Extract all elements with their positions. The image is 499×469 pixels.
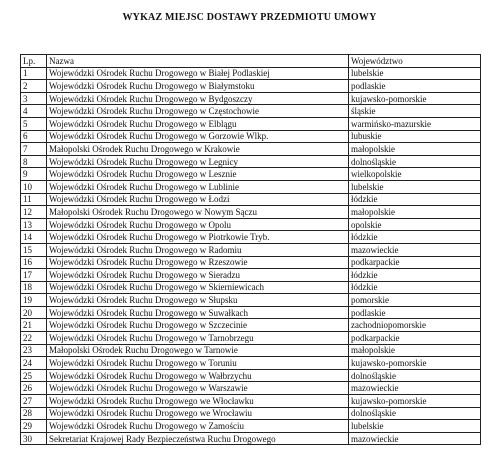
cell-name: Małopolski Ośrodek Ruchu Drogowego w Krakowie — [47, 143, 349, 156]
table-row — [21, 357, 481, 370]
cell-name: Wojewódzki Ośrodek Ruchu Drogowego w Wałbrzychu — [47, 369, 349, 382]
cell-name: Wojewódzki Ośrodek Ruchu Drogowego w Tarnobrzegu — [47, 332, 349, 345]
cell-name: Wojewódzki Ośrodek Ruchu Drogowego w Białymstoku — [47, 80, 349, 93]
table-row — [21, 319, 481, 332]
cell-name: Małopolski Ośrodek Ruchu Drogowego w Nowym Sączu — [47, 206, 349, 219]
cell-name: Wojewódzki Ośrodek Ruchu Drogowego w Warszawie — [47, 382, 349, 395]
cell-lp: 3 — [21, 92, 47, 105]
cell-voivodeship: podkarpackie — [349, 332, 481, 345]
cell-name: Małopolski Ośrodek Ruchu Drogowego w Tarnowie — [47, 344, 349, 357]
cell-lp: 23 — [21, 344, 47, 357]
table-row — [21, 180, 481, 193]
cell-lp: 18 — [21, 281, 47, 294]
table-row — [21, 218, 481, 231]
cell-voivodeship: warmińsko-mazurskie — [349, 117, 481, 130]
cell-name: Sekretariat Krajowej Rady Bezpieczeństwa Ruchu Drogowego — [47, 432, 349, 445]
cell-lp: 26 — [21, 382, 47, 395]
table-row — [21, 294, 481, 307]
table-row — [21, 105, 481, 118]
cell-lp: 1 — [21, 67, 47, 80]
cell-voivodeship: zachodniopomorskie — [349, 319, 481, 332]
cell-voivodeship: dolnośląskie — [349, 155, 481, 168]
cell-voivodeship: łódzkie — [349, 281, 481, 294]
table-row — [21, 193, 481, 206]
cell-name: Wojewódzki Ośrodek Ruchu Drogowego w Bydgoszczy — [47, 92, 349, 105]
cell-name: Wojewódzki Ośrodek Ruchu Drogowego w Rzeszowie — [47, 256, 349, 269]
table-row — [21, 432, 481, 445]
cell-name: Wojewódzki Ośrodek Ruchu Drogowego w Zamościu — [47, 420, 349, 433]
cell-lp: 20 — [21, 306, 47, 319]
cell-name: Wojewódzki Ośrodek Ruchu Drogowego w Elblągu — [47, 117, 349, 130]
cell-voivodeship: łódzkie — [349, 269, 481, 282]
cell-lp: 11 — [21, 193, 47, 206]
table-row — [21, 168, 481, 181]
cell-lp: 29 — [21, 420, 47, 433]
table-row — [21, 407, 481, 420]
cell-name: Wojewódzki Ośrodek Ruchu Drogowego we Włocławku — [47, 395, 349, 408]
table-row — [21, 143, 481, 156]
column-header-lp: Lp. — [21, 55, 47, 68]
table-row — [21, 80, 481, 93]
column-header-voivodeship: Województwo — [349, 55, 481, 68]
document-title: WYKAZ MIEJSC DOSTAWY PRZEDMIOTU UMOWY — [122, 12, 377, 23]
cell-voivodeship: podkarpackie — [349, 256, 481, 269]
cell-lp: 15 — [21, 243, 47, 256]
cell-name: Wojewódzki Ośrodek Ruchu Drogowego w Radomiu — [47, 243, 349, 256]
cell-voivodeship: łódzkie — [349, 193, 481, 206]
cell-name: Wojewódzki Ośrodek Ruchu Drogowego w Gorzowie Wlkp. — [47, 130, 349, 143]
cell-voivodeship: podlaskie — [349, 80, 481, 93]
cell-name: Wojewódzki Ośrodek Ruchu Drogowego w Suwałkach — [47, 306, 349, 319]
table-row — [21, 420, 481, 433]
table-row — [21, 369, 481, 382]
cell-voivodeship: wielkopolskie — [349, 168, 481, 181]
cell-lp: 9 — [21, 168, 47, 181]
table-row — [21, 332, 481, 345]
cell-name: Wojewódzki Ośrodek Ruchu Drogowego w Legnicy — [47, 155, 349, 168]
cell-voivodeship: śląskie — [349, 105, 481, 118]
cell-lp: 13 — [21, 218, 47, 231]
cell-lp: 10 — [21, 180, 47, 193]
cell-voivodeship: małopolskie — [349, 344, 481, 357]
cell-name: Wojewódzki Ośrodek Ruchu Drogowego w Szczecinie — [47, 319, 349, 332]
cell-voivodeship: lubelskie — [349, 180, 481, 193]
cell-lp: 4 — [21, 105, 47, 118]
cell-name: Wojewódzki Ośrodek Ruchu Drogowego w Łodzi — [47, 193, 349, 206]
cell-voivodeship: dolnośląskie — [349, 369, 481, 382]
column-header-name: Nazwa — [47, 55, 349, 68]
cell-voivodeship: opolskie — [349, 218, 481, 231]
table-row — [21, 155, 481, 168]
cell-voivodeship: łódzkie — [349, 231, 481, 244]
cell-voivodeship: mazowieckie — [349, 382, 481, 395]
cell-name: Wojewódzki Ośrodek Ruchu Drogowego w Lesznie — [47, 168, 349, 181]
cell-lp: 28 — [21, 407, 47, 420]
table-row — [21, 395, 481, 408]
cell-voivodeship: kujawsko-pomorskie — [349, 357, 481, 370]
table-row — [21, 344, 481, 357]
table-row — [21, 269, 481, 282]
table-row — [21, 231, 481, 244]
cell-lp: 6 — [21, 130, 47, 143]
table-row — [21, 306, 481, 319]
cell-name: Wojewódzki Ośrodek Ruchu Drogowego w Opolu — [47, 218, 349, 231]
table-row — [21, 117, 481, 130]
cell-lp: 5 — [21, 117, 47, 130]
table-row — [21, 92, 481, 105]
cell-lp: 24 — [21, 357, 47, 370]
cell-name: Wojewódzki Ośrodek Ruchu Drogowego we Wrocławiu — [47, 407, 349, 420]
cell-voivodeship: pomorskie — [349, 294, 481, 307]
cell-lp: 14 — [21, 231, 47, 244]
table-row — [21, 206, 481, 219]
cell-name: Wojewódzki Ośrodek Ruchu Drogowego w Słupsku — [47, 294, 349, 307]
cell-lp: 27 — [21, 395, 47, 408]
cell-voivodeship: lubelskie — [349, 67, 481, 80]
table-row — [21, 243, 481, 256]
cell-voivodeship: lubelskie — [349, 420, 481, 433]
cell-lp: 12 — [21, 206, 47, 219]
cell-lp: 30 — [21, 432, 47, 445]
cell-name: Wojewódzki Ośrodek Ruchu Drogowego w Piotrkowie Tryb. — [47, 231, 349, 244]
cell-name: Wojewódzki Ośrodek Ruchu Drogowego w Lublinie — [47, 180, 349, 193]
cell-name: Wojewódzki Ośrodek Ruchu Drogowego w Sieradzu — [47, 269, 349, 282]
cell-lp: 25 — [21, 369, 47, 382]
cell-lp: 16 — [21, 256, 47, 269]
cell-lp: 7 — [21, 143, 47, 156]
cell-lp: 19 — [21, 294, 47, 307]
cell-voivodeship: kujawsko-pomorskie — [349, 92, 481, 105]
table-row — [21, 256, 481, 269]
cell-voivodeship: mazowieckie — [349, 243, 481, 256]
cell-name: Wojewódzki Ośrodek Ruchu Drogowego w Białej Podlaskiej — [47, 67, 349, 80]
delivery-locations-table-wrapper — [20, 54, 480, 445]
table-body — [21, 67, 481, 445]
cell-lp: 8 — [21, 155, 47, 168]
cell-lp: 2 — [21, 80, 47, 93]
cell-voivodeship: podlaskie — [349, 306, 481, 319]
delivery-locations-table — [20, 54, 481, 445]
cell-voivodeship: mazowieckie — [349, 432, 481, 445]
cell-voivodeship: kujawsko-pomorskie — [349, 395, 481, 408]
table-header-row — [21, 55, 481, 68]
cell-voivodeship: małopolskie — [349, 143, 481, 156]
table-row — [21, 67, 481, 80]
cell-lp: 21 — [21, 319, 47, 332]
table-row — [21, 130, 481, 143]
cell-voivodeship: lubuskie — [349, 130, 481, 143]
cell-voivodeship: dolnośląskie — [349, 407, 481, 420]
table-row — [21, 382, 481, 395]
table-row — [21, 281, 481, 294]
cell-name: Wojewódzki Ośrodek Ruchu Drogowego w Skierniewicach — [47, 281, 349, 294]
cell-lp: 22 — [21, 332, 47, 345]
cell-name: Wojewódzki Ośrodek Ruchu Drogowego w Częstochowie — [47, 105, 349, 118]
cell-voivodeship: małopolskie — [349, 206, 481, 219]
cell-lp: 17 — [21, 269, 47, 282]
cell-name: Wojewódzki Ośrodek Ruchu Drogowego w Toruniu — [47, 357, 349, 370]
